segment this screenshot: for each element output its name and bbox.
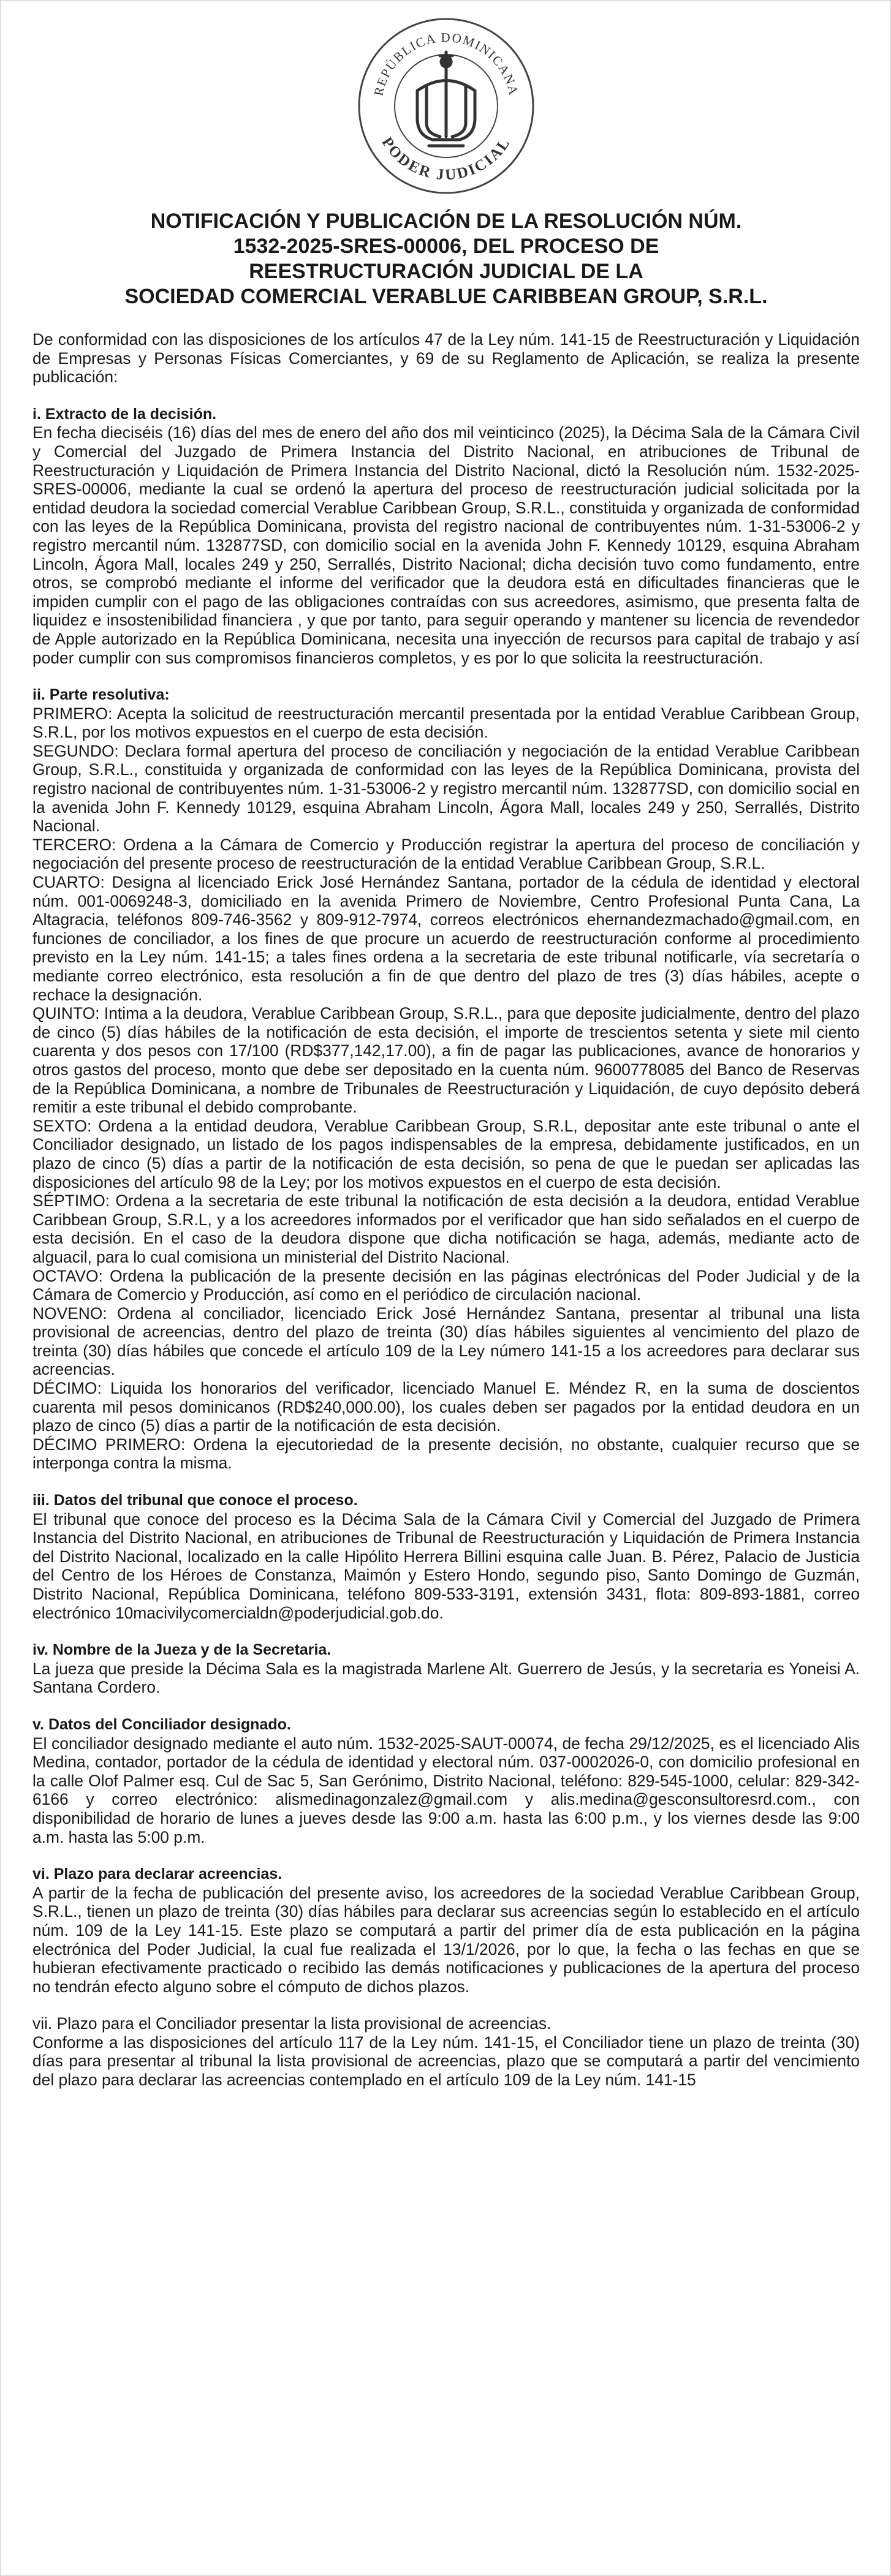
section-ii-heading: ii. Parte resolutiva:: [32, 686, 170, 704]
resolutive-paragraph-tercero: TERCERO: Ordena a la Cámara de Comercio y Producción registrar la apertura del proceso de conciliación y negociación del presente proceso de reestructuración de la entidad Verablue Caribbean Group, S.R.L.: [32, 835, 860, 873]
resolutive-paragraph-noveno: NOVENO: Ordena al conciliador, licenciado Erick José Hernández Santana, presentar al tribunal una lista provisional de acreencias, dentro del plazo de treinta (30) días hábiles siguientes al vencimiento del plazo de treinta (30) días hábiles que concede el artículo 109 de la Ley número 141-15 a los acreedores para declarar sus acreencias.: [32, 1304, 860, 1379]
resolutive-paragraph-primero: PRIMERO: Acepta la solicitud de reestructuración mercantil presentada por la entidad Verablue Caribbean Group, S.R.L, por los motivos expuestos en el cuerpo de esta decisión.: [32, 704, 860, 742]
section-i-heading: i. Extracto de la decisión.: [32, 405, 217, 423]
resolutive-paragraph-sexto: SEXTO: Ordena a la entidad deudora, Verablue Caribbean Group, S.R.L, depositar ante este tribunal o ante el Conciliador designado, un listado de los pagos indispensables de la empresa, debidamente justificados, en un plazo de cinco (5) días a partir de la notificación de esta decisión, so pena de que le puedan ser aplicadas las disposiciones del artículo 98 de la Ley; por los motivos expuestos en el cuerpo de esta decisión.: [32, 1116, 860, 1192]
seal-bottom-text: PODER JUDICIAL: [378, 134, 514, 184]
title-line: REESTRUCTURACIÓN JUDICIAL DE LA: [249, 260, 643, 283]
document-body: [32, 330, 860, 2090]
resolutive-paragraph-octavo: OCTAVO: Ordena la publicación de la presente decisión en las páginas electrónicas del Poder Judicial y de la Cámara de Comercio y Producción, así como en el periódico de circulación nacional.: [32, 1266, 860, 1304]
section-v-text: El conciliador designado mediante el auto núm. 1532-2025-SAUT-00074, de fecha 29/12/2025, es el licenciado Alis Medina, contador, portador de la cédula de identidad y electoral núm. 037-0002026-0, con domicilio profesional en la calle Olof Palmer esq. Cul de Sac 5, San Gerónimo, Distrito Nacional, teléfono: 829-545-1000, celular: 829-342-6166 y correo electrónico: alismedinagonzalez@gmail.com y alis.medina@gesconsultoresrd.com., con disponibilidad de horario de lunes a jueves desde las 9:00 a.m. hasta las 6:00 p.m., y los viernes desde las 9:00 a.m. hasta las 5:00 p.m.: [32, 1734, 860, 1846]
section-v-heading: v. Datos del Conciliador designado.: [32, 1715, 291, 1733]
resolutive-paragraph-quinto: QUINTO: Intima a la deudora, Verablue Caribbean Group, S.R.L., para que deposite judicialmente, dentro del plazo de cinco (5) días hábiles de la notificación de esta decisión, el importe de trescientos setenta y siete mil ciento cuarenta y dos pesos con 17/100 (RD$377,142,17.00), a fin de pagar las publicaciones, avance de honorarios y otros gastos del proceso, monto que debe ser depositado en la cuenta núm. 9600778085 del Banco de Reservas de la República Dominicana, a nombre de Tribunales de Reestructuración y Liquidación, de cuyo depósito deberá remitir a este tribunal el debido comprobante.: [32, 1004, 860, 1117]
resolutive-paragraph-segundo: SEGUNDO: Declara formal apertura del proceso de conciliación y negociación de la entidad Verablue Caribbean Group, S.R.L., constituida y organizada de conformidad con las leyes de la República Dominicana, provista del registro nacional de contribuyentes núm. 1-31-53006-2 y registro mercantil núm. 132877SD, con domicilio social en la avenida John F. Kennedy 10129, esquina Abraham Lincoln, Ágora Mall, locales 249 y 250, Serrallés, Distrito Nacional.: [32, 741, 860, 836]
resolutive-paragraph-decimo: DÉCIMO: Liquida los honorarios del verificador, licenciado Manuel E. Méndez R, en la suma de doscientos cuarenta mil pesos dominicanos (RD$240,000.00), los cuales deben ser pagados por la entidad deudora en un plazo de cinco (5) días a partir de la notificación de esta decisión.: [32, 1379, 860, 1435]
resolutive-paragraph-septimo: SÉPTIMO: Ordena a la secretaria de este tribunal la notificación de esta decisión a la deudora, entidad Verablue Caribbean Group, S.R.L, y a los acreedores informados por el verificador que han sido señalados en el cuerpo de esta decisión. En el caso de la deudora dispone que dicha notificación se haga, además, mediante acto de alguacil, para lo cual comisiona un ministerial del Distrito Nacional.: [32, 1192, 860, 1266]
title-line: NOTIFICACIÓN Y PUBLICACIÓN DE LA RESOLUCIÓN NÚM.: [150, 210, 742, 233]
section-iii-heading: iii. Datos del tribunal que conoce el proceso.: [32, 1492, 358, 1509]
seal-top-text: REPÚBLICA DOMINICANA: [371, 29, 521, 97]
title-line: SOCIEDAD COMERCIAL VERABLUE CARIBBEAN GROUP, S.R.L.: [124, 285, 768, 308]
section-iv-text: La jueza que preside la Décima Sala es la magistrada Marlene Alt. Guerrero de Jesús, y la secretaria es Yoneisi A. Santana Cordero.: [32, 1659, 860, 1697]
section-iv-heading: iv. Nombre de la Jueza y de la Secretaria.: [32, 1641, 332, 1659]
section-i-text: En fecha dieciséis (16) días del mes de enero del año dos mil veinticinco (2025), la Décima Sala de la Cámara Civil y Comercial del Juzgado de Primera Instancia del Distrito Nacional, en atribuciones de Tribunal de Reestructuración y Liquidación de Primera Instancia del Distrito Nacional, dictó la Resolución núm. 1532-2025-SRES-00006, mediante la cual se ordenó la apertura del proceso de reestructuración judicial solicitada por la entidad deudora la sociedad comercial Verablue Caribbean Group, S.R.L., constituida y organizada de conformidad con las leyes de la República Dominicana, provista del registro nacional de contribuyentes núm. 1-31-53006-2 y registro mercantil núm. 132877SD, con domicilio social en la avenida John F. Kennedy 10129, esquina Abraham Lincoln, Ágora Mall, locales 249 y 250, Serrallés, Distrito Nacional; dicha decisión tuvo como fundamento, entre otros, se comprobó mediante el informe del verificador que la deudora está en dificultades financieras que le impiden cumplir con el pago de las obligaciones contraídas con sus acreedores, asimismo, que presenta falta de liquidez e insostenibilidad financiera , y que por tanto, para seguir operando y mantener su licencia de revendedor de Apple autorizado en la República Dominicana, necesita una inyección de recursos para capital de trabajo y así poder cumplir con sus compromisos financieros completos, y es por lo que solicita la reestructuración.: [32, 423, 860, 667]
svg-text:PODER JUDICIAL: [378, 134, 514, 183]
resolutive-paragraph-cuarto: CUARTO: Designa al licenciado Erick José Hernández Santana, portador de la cédula de identidad y electoral núm. 001-0069248-3, domiciliado en la avenida Primero de Noviembre, Centro Profesional Punta Cana, La Altagracia, teléfonos 809-746-3562 y 809-912-7974, correos electrónicos ehernandezmachado@gmail.com, en funciones de conciliador, a los fines de que procure un acuerdo de reestructuración conforme al procedimiento previsto en la Ley núm. 141-15; a tales fines ordena a la secretaria de este tribunal notificarle, vía secretaría o mediante correo electrónico, esta resolución a fin de que dentro del plazo de tres (3) días hábiles, acepte o rechace la designación.: [32, 873, 860, 1004]
resolutive-paragraph-decimo-primero: DÉCIMO PRIMERO: Ordena la ejecutoriedad de la presente decisión, no obstante, cualquier recurso que se interponga contra la misma.: [32, 1435, 860, 1473]
section-vii-text: Conforme a las disposiciones del artículo 117 de la Ley núm. 141-15, el Conciliador tiene un plazo de treinta (30) días para presentar al tribunal la lista provisional de acreencias, plazo que se computará a partir del vencimiento del plazo para declarar las acreencias contemplado en el artículo 109 de la Ley núm. 141-15: [32, 2033, 860, 2090]
scales-of-justice-icon: [417, 52, 475, 146]
title-line: 1532-2025-SRES-00006, DEL PROCESO DE: [233, 235, 659, 258]
section-vi-text: A partir de la fecha de publicación del presente aviso, los acreedores de la sociedad Verablue Caribbean Group, S.R.L., tienen un plazo de treinta (30) días hábiles para declarar sus acreencias según lo establecido en el artículo núm. 109 de la Ley 141-15. Este plazo se computará a partir del primer día de esta publicación en la página electrónica del Poder Judicial, la cual fue realizada el 13/1/2026, por lo que, la fecha o las fechas en que se hubieran efectivamente practicado o recibido las demás notificaciones y publicaciones de la apertura del proceso no tendrán efecto alguno sobre el cómputo de dichos plazos.: [32, 1883, 860, 1996]
poder-judicial-seal: [354, 14, 538, 198]
section-vii-heading: vii. Plazo para el Conciliador presentar la lista provisional de acreencias.: [32, 2014, 552, 2033]
intro-paragraph: De conformidad con las disposiciones de los artículos 47 de la Ley núm. 141-15 de Reestructuración y Liquidación de Empresas y Personas Físicas Comerciantes, y 69 de su Reglamento de Aplicación, se realiza la presente publicación:: [32, 330, 860, 387]
section-vi-heading: vi. Plazo para declarar acreencias.: [32, 1865, 282, 1883]
document-title: [37, 209, 855, 309]
section-iii-text: El tribunal que conoce del proceso es la Décima Sala de la Cámara Civil y Comercial del Juzgado de Primera Instancia del Distrito Nacional, en atribuciones de Tribunal de Reestructuración y Liquidación de Primera Instancia del Distrito Nacional, localizado en la calle Hipólito Herrera Billini esquina calle Juan. B. Pérez, Palacio de Justicia del Centro de los Héroes de Constanza, Maimón y Estero Hondo, segundo piso, Santo Domingo de Guzmán, Distrito Nacional, República Dominicana, teléfono 809-533-3191, extensión 3431, flota: 809-893-1881, correo electrónico 10macivilycomercialdn@poderjudicial.gob.do.: [32, 1509, 860, 1622]
